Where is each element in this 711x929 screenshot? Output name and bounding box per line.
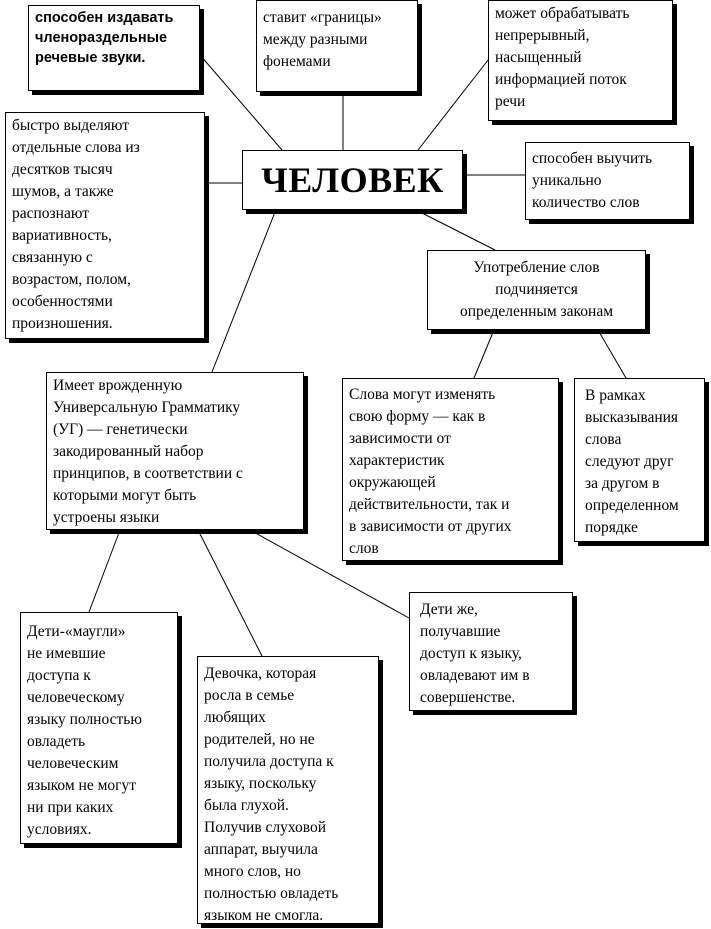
- connector-word-order: [598, 330, 626, 378]
- node-children-with-access: Дети же, получавшие доступ к языку, овладевают им в совершенстве.: [409, 592, 573, 711]
- node-deaf-girl: Девочка, которая росла в семье любящих родителей, но не получила доступа к языку, поскольку была глухой. Получив слуховой аппарат, выучила много слов, но полностью овладеть языком не смогла.: [197, 656, 379, 924]
- node-phoneme-borders: ставит «границы» между разными фонемами: [256, 0, 418, 92]
- connector-mowgli: [89, 530, 120, 612]
- node-word-usage-laws: Употребление слов подчиняется определенным законам: [427, 250, 646, 330]
- node-continuous-stream: может обрабатывать непрерывный, насыщенный информацией поток речи: [488, 0, 673, 121]
- node-learn-words: способен выучить уникально количество слов: [525, 142, 690, 220]
- node-word-order: В рамках высказывания слова следуют друг за другом в определенном порядке: [574, 378, 705, 542]
- node-universal-grammar: Имеет врожденную Универсальную Грамматику (УГ) — генетически закодированный набор принципов, в соответствии с которыми могут быть устроены языки: [46, 372, 304, 530]
- node-mowgli-children: Дети-«маугли» не имевшие доступа к человеческому языку полностью овладеть человеческим языком не могут ни при каких условиях.: [20, 612, 178, 844]
- node-speech-sounds: способен издавать членораздельные речевые звуки.: [28, 5, 200, 91]
- connector-word-usage: [420, 212, 495, 250]
- node-word-recognition: быстро выделяют отдельные слова из десятков тысяч шумов, а также распознают вариативность, связанную с возрастом, полом, особенностями произношения.: [5, 112, 205, 339]
- connector-word-forms: [474, 330, 494, 378]
- node-word-forms: Слова могут изменять свою форму — как в зависимости от характеристик окружающей действительности, так и в зависимости от других слов: [342, 378, 559, 561]
- connector-continuous-stream: [418, 55, 492, 150]
- node-center-person: ЧЕЛОВЕК: [242, 150, 463, 210]
- connector-universal-grammar: [212, 212, 275, 372]
- connector-deaf-girl: [198, 530, 262, 656]
